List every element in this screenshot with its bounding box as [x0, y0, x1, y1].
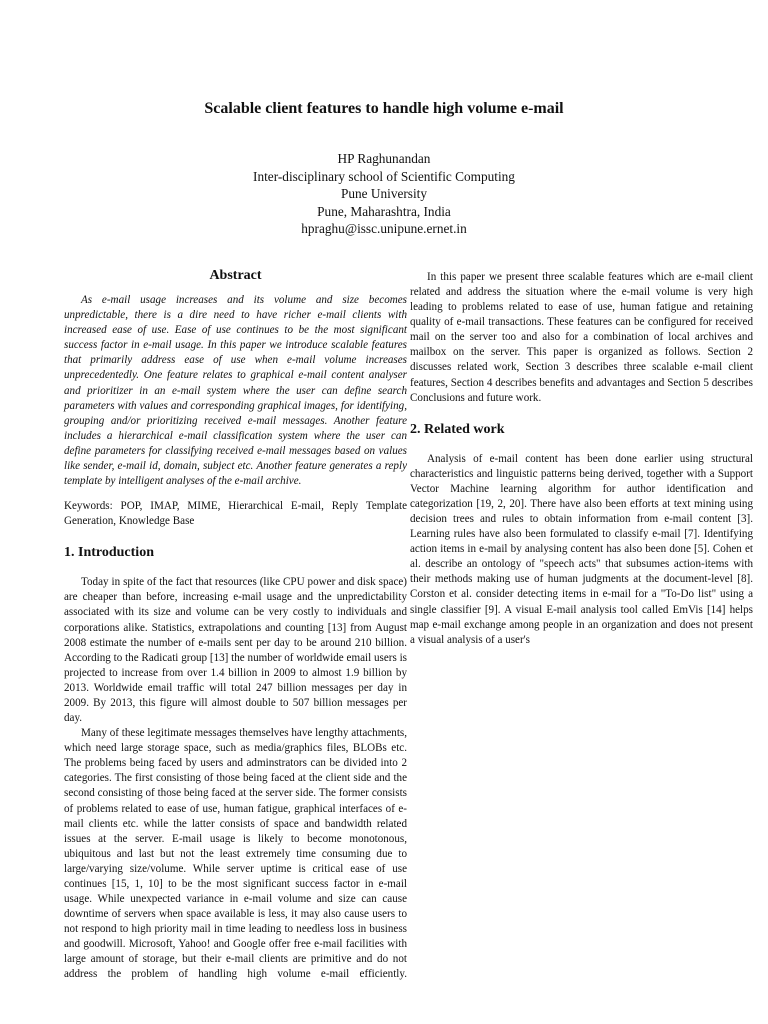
author-location: Pune, Maharashtra, India: [317, 203, 451, 219]
introduction-paragraph-1: Today in spite of the fact that resources (like CPU power and disk space) are cheaper than before, increasing e-mail usage and the unpredictability associated with its size and volume can be very costly to individuals and corporations alike. Statistics, extrapolations and counting [13] from August 2008 estimate the number of e-mails sent per day to be around 210 billion. According to the Radicati group [13] the number of worldwide email users is projected to increase from over 1.4 billion in 2009 to almost 1.9 billion by 2013. Worldwide email traffic will total 247 billion messages per day in 2009. By 2013, this figure will almost double to 507 billion messages per day.: [64, 576, 407, 725]
introduction-heading: 1. Introduction: [64, 545, 154, 561]
author-name: HP Raghunandan: [337, 151, 431, 166]
author-university: Pune University: [340, 186, 428, 201]
keywords: Keywords: POP, IMAP, MIME, Hierarchical E-mail, Reply Template Generation, Knowledge Base: [64, 500, 407, 528]
introduction-paragraph-3: In this paper we present three scalable features which are e-mail client related and address the situation where the e-mail volume is very high leading to problems related to ease of use, human fatigue and retaining quality of e-mail transactions. These features can be configured for received mail on the server too and also for a combination of local archives and mailbox on the server. This paper is organized as follows. Section 2 discusses related work, Section 3 describes three scalable e-mail client features, Section 4 describes benefits and advantages and Section 5 describes Conclusions and future work.: [410, 271, 753, 404]
related-work-paragraph-1: Analysis of e-mail content has been done earlier using structural characteristics and linguistic patterns being derived, together with a Support Vector Machine learning algorithm for author identification and categorization [19, 2, 20]. There have also been efforts at text mining using decision trees and rules to obtain information from e-mail content [3]. Learning rules have also been formulated to classify e-mail [7]. Identifying action items in e-mail by analysing content has also been done [5]. Cohen et al. describe an ontology of "speech acts" that subsumes action-items with their methods making use of human judgments at the document-level [8]. Corston et al. consider detecting items in e-mail for a "To-Do list" using a single classifier [9]. A visual E-mail analysis tool called EmVis [14] helps map e-mail exchange among people in an organization and does not present a visual analysis of a user's: [410, 452, 753, 646]
related-work-heading: 2. Related work: [410, 421, 505, 437]
paper-title: Scalable client features to handle high volume e-mail: [204, 100, 564, 117]
abstract-body: As e-mail usage increases and its volume and size becomes unpredictable, there is a dire need to have richer e-mail clients with increased ease of use. Ease of use continues to be the most significant success factor in e-mail usage. In this paper we introduce scalable features that primarily address ease of use when e-mail volume increases unprecedentedly. One feature relates to graphical e-mail content analyser and prioritizer in an e-mail system where the user can define search parameters with values and corresponding graphical images, for identifying, grouping and/or prioritizing received e-mail messages. Another feature includes a hierarchical e-mail classification system where the user can define parameters for classifying received e-mail messages based on values like sender, e-mail id, domain, subject etc. Another feature generates a reply template by intelligent analyses of the e-mail archive.: [64, 294, 407, 488]
author-email: hpraghu@issc.unipune.ernet.in: [301, 221, 467, 236]
introduction-paragraph-2: Many of these legitimate messages themselves have lengthy attachments, which need large storage space, such as media/graphics files, BLOBs etc. The problems being faced by users and adminstrators can be divided into 2 categories. The first consisting of those being faced at the client side and the second consisting of those being faced at the server side. The former consists of problems related to ease of use, human fatigue, graphical interfaces of e-mail clients etc. while the latter consists of space and bandwidth related issues at the server. E-mail usage is likely to become monotonous, ubiquitous and last but not the least extremely time consuming due to large/varying size/volume. While server uptime is critical ease of use continues [15, 1, 10] to be the most significant success factor in e-mail usage. While unexpected variance in e-mail volume and size can cause downtime of servers when space available is less, it may also cause users to not respond to high priority mail in time leading to needless loss in business and goodwill. Microsoft, Yahoo! and Google offer free e-mail facilities with large amount of storage, but their e-mail clients are primitive and do not address the problem of handling high volume e-mail efficiently.: [64, 727, 407, 981]
author-affiliation: Inter-disciplinary school of Scientific Computing: [253, 168, 515, 184]
abstract-heading: Abstract: [209, 268, 262, 283]
right-column: [410, 270, 753, 648]
author-block: [0, 150, 768, 238]
left-column: [64, 268, 407, 982]
